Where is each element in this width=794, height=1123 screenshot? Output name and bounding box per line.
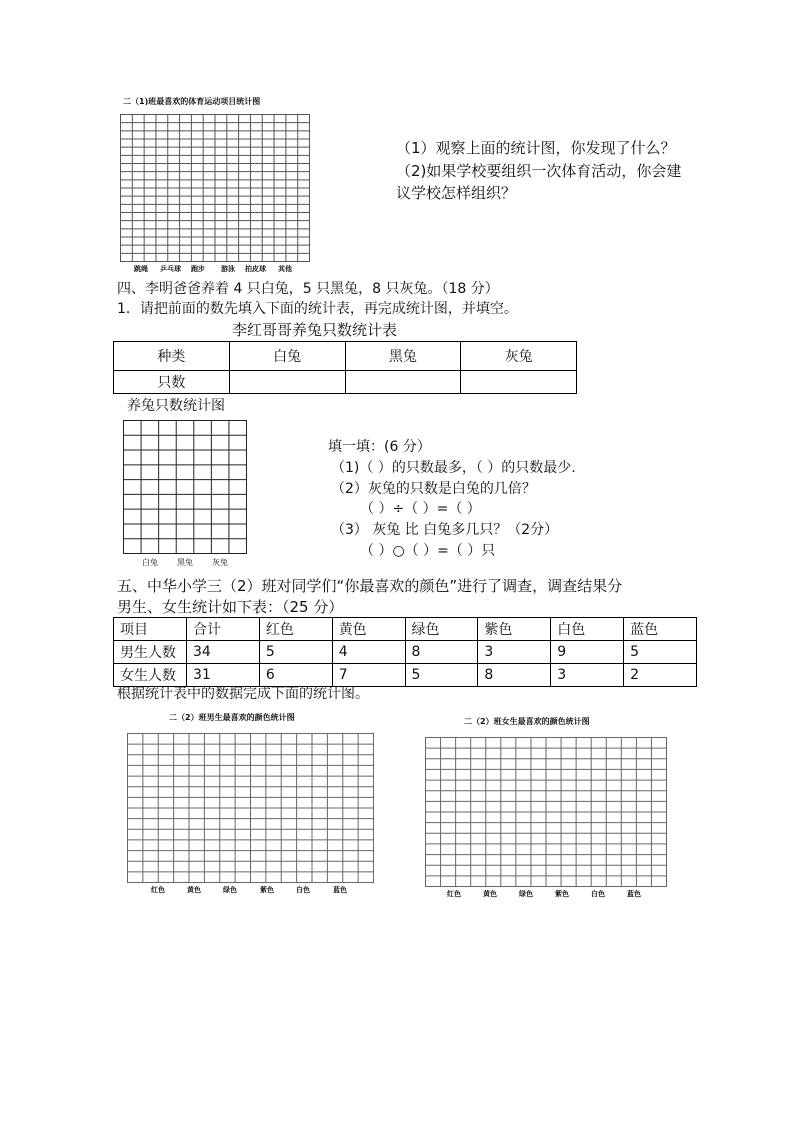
color-table-header-cell: 白色 bbox=[551, 618, 624, 641]
rabbit-table-header-cell: 黑兔 bbox=[345, 342, 461, 371]
color-table-header-cell: 黄色 bbox=[332, 618, 405, 641]
fill-question-3: （3） 灰兔 比 白兔多几只？（2分） bbox=[331, 522, 559, 538]
x-axis-label: 蓝色 bbox=[627, 890, 641, 898]
color-table-header-cell: 紫色 bbox=[478, 618, 551, 641]
x-axis-label: 乒乓球 bbox=[160, 265, 181, 273]
x-axis-label: 跑步 bbox=[191, 265, 205, 273]
color-table bbox=[113, 617, 697, 687]
rabbit-count-black-input[interactable] bbox=[345, 371, 461, 394]
section4-instruction: 1．请把前面的数先填入下面的统计表，再完成统计图，并填空。 bbox=[117, 301, 518, 317]
boys-chart-grid bbox=[127, 733, 382, 883]
x-axis-label: 白色 bbox=[591, 890, 605, 898]
rabbit-chart-grid bbox=[123, 420, 247, 554]
color-table-cell: 5 bbox=[405, 664, 478, 687]
table-row bbox=[114, 618, 697, 641]
color-table-cell: 34 bbox=[186, 641, 259, 664]
girls-chart-title: 二（2）班女生最喜欢的颜色统计图 bbox=[464, 717, 590, 726]
fill-question-2: （2）灰兔的只数是白兔的几倍？ bbox=[331, 481, 536, 497]
color-table-cell: 5 bbox=[259, 641, 332, 664]
color-table-header-cell: 蓝色 bbox=[624, 618, 697, 641]
x-axis-label: 跳绳 bbox=[134, 265, 148, 273]
fill-title: 填一填：(6 分） bbox=[328, 439, 431, 455]
rabbit-table-header-cell: 种类 bbox=[114, 342, 230, 371]
x-axis-label: 蓝色 bbox=[333, 886, 347, 894]
rabbit-table-title: 李红哥哥养兔只数统计表 bbox=[232, 321, 398, 339]
color-table-cell: 5 bbox=[624, 641, 697, 664]
rabbit-table bbox=[113, 341, 577, 394]
rabbit-count-gray-input[interactable] bbox=[461, 371, 577, 394]
sports-chart-title: 二（1)班最喜欢的体育运动项目统计图 bbox=[123, 97, 261, 106]
color-table-cell: 6 bbox=[259, 664, 332, 687]
rabbit-table-row-label: 只数 bbox=[114, 371, 230, 394]
x-axis-label: 红色 bbox=[447, 890, 461, 898]
color-table-cell: 3 bbox=[478, 641, 551, 664]
x-axis-label: 其他 bbox=[278, 265, 292, 273]
color-table-cell: 8 bbox=[478, 664, 551, 687]
boys-chart-title: 二（2）班男生最喜欢的颜色统计图 bbox=[169, 713, 295, 722]
x-axis-label: 白兔 bbox=[142, 558, 158, 567]
x-axis-label: 拍皮球 bbox=[245, 265, 266, 273]
x-axis-label: 红色 bbox=[151, 886, 165, 894]
x-axis-label: 紫色 bbox=[260, 886, 274, 894]
color-table-cell: 7 bbox=[332, 664, 405, 687]
question-observe: （1）观察上面的统计图，你发现了什么？ bbox=[396, 139, 676, 157]
x-axis-label: 紫色 bbox=[555, 890, 569, 898]
question-organize-line1: （2)如果学校要组织一次体育活动，你会建 bbox=[396, 162, 682, 180]
section5-instruction: 根据统计表中的数据完成下面的统计图。 bbox=[117, 686, 369, 702]
color-table-header-cell: 绿色 bbox=[405, 618, 478, 641]
section5-heading: 五、中华小学三（2）班对同学们“你最喜欢的颜色”进行了调查，调查结果分 bbox=[117, 577, 623, 595]
color-table-cell: 31 bbox=[186, 664, 259, 687]
color-table-cell: 8 bbox=[405, 641, 478, 664]
color-table-cell: 4 bbox=[332, 641, 405, 664]
color-table-cell: 3 bbox=[551, 664, 624, 687]
rabbit-chart-title: 养兔只数统计图 bbox=[127, 398, 225, 414]
table-row bbox=[114, 342, 577, 371]
color-table-cell: 2 bbox=[624, 664, 697, 687]
x-axis-label: 白色 bbox=[296, 886, 310, 894]
x-axis-label: 黄色 bbox=[187, 886, 201, 894]
sports-chart-grid bbox=[120, 114, 310, 262]
rabbit-table-header-cell: 白兔 bbox=[229, 342, 345, 371]
section5-heading-line2: 男生、女生统计如下表：（25 分） bbox=[117, 598, 344, 616]
fill-question-2-equation[interactable]: （ ）÷（ ）=（ ） bbox=[360, 501, 481, 517]
color-table-cell: 9 bbox=[551, 641, 624, 664]
question-organize-line2: 议学校怎样组织？ bbox=[396, 184, 517, 202]
color-table-header-cell: 合计 bbox=[186, 618, 259, 641]
color-table-header-cell: 项目 bbox=[114, 618, 187, 641]
fill-question-3-equation[interactable]: （ ）○（ ）=（ ）只 bbox=[360, 543, 496, 559]
x-axis-label: 绿色 bbox=[519, 890, 533, 898]
fill-question-1: （1)（ ）的只数最多，（ ）的只数最少. bbox=[331, 460, 576, 476]
x-axis-label: 灰兔 bbox=[212, 558, 228, 567]
color-table-cell: 男生人数 bbox=[114, 641, 187, 664]
rabbit-table-header-cell: 灰兔 bbox=[461, 342, 577, 371]
x-axis-label: 黄色 bbox=[483, 890, 497, 898]
section4-heading: 四、李明爸爸养着 4 只白兔，5 只黑兔，8 只灰兔。（18 分） bbox=[117, 281, 499, 297]
x-axis-label: 绿色 bbox=[223, 886, 237, 894]
table-row bbox=[114, 371, 577, 394]
color-table-header-cell: 红色 bbox=[259, 618, 332, 641]
x-axis-label: 游泳 bbox=[221, 265, 235, 273]
girls-chart-grid bbox=[425, 737, 675, 887]
rabbit-count-white-input[interactable] bbox=[229, 371, 345, 394]
x-axis-label: 黑兔 bbox=[177, 558, 193, 567]
color-table-cell: 女生人数 bbox=[114, 664, 187, 687]
table-row bbox=[114, 641, 697, 664]
